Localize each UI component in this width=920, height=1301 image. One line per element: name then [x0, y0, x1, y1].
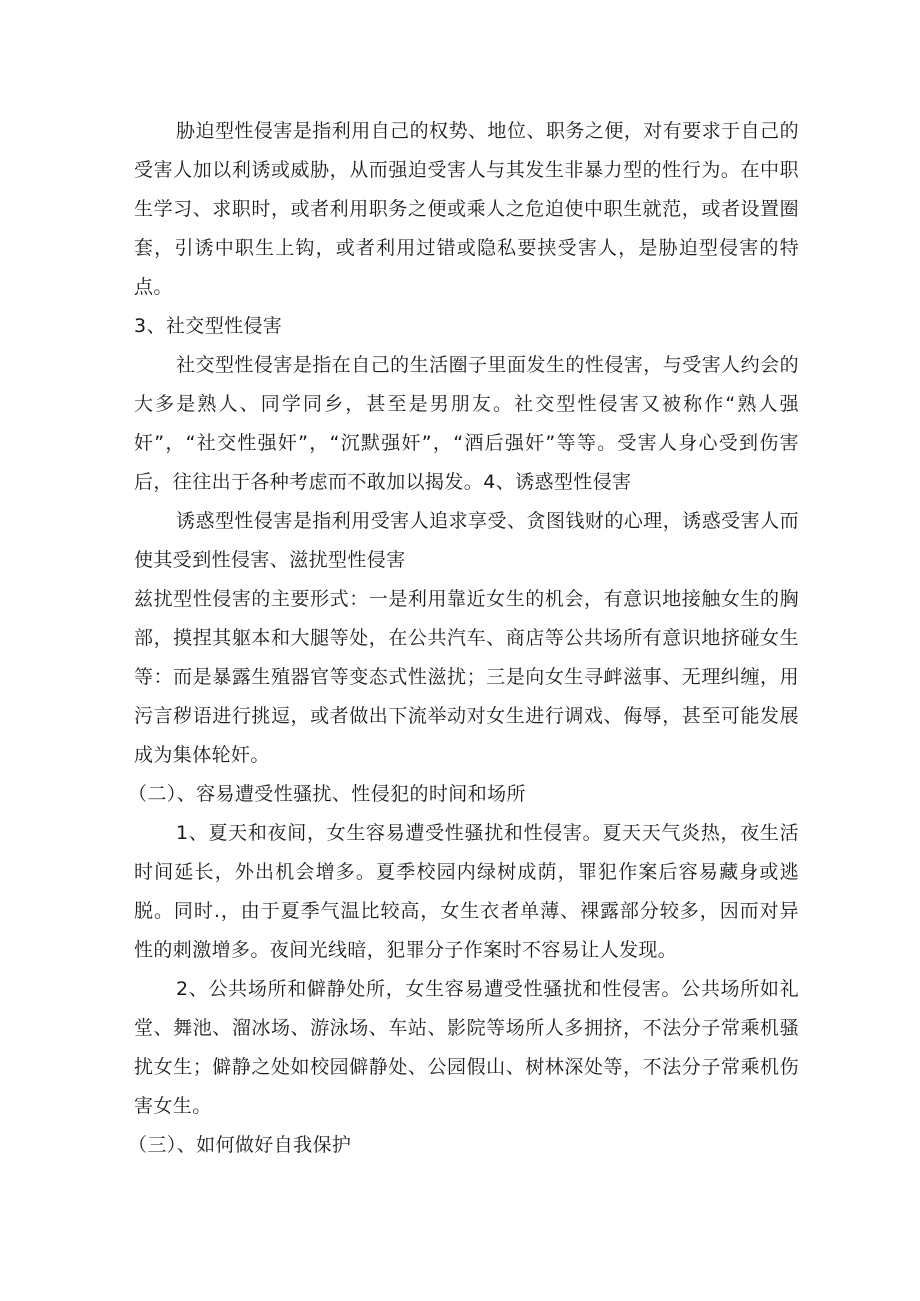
document-body [128, 112, 799, 1165]
section-heading-time-and-place: （二）、容易遭受性骚扰、性侵犯的时间和场所 [128, 783, 526, 805]
heading-social-assault: 3、社交型性侵害 [134, 315, 283, 337]
paragraph-coercive-assault: 胁迫型性侵害是指利用自己的权势、地位、职务之便，对有要求于自己的受害人加以利诱或威胁，从而强迫受害人与其发生非暴力型的性行为。在中职生学习、求职时，或者利用职务之便或乘人之危迫使中职生就范，或者设置圈套，引诱中职生上钩，或者利用过错或隐私要挟受害人，是胁迫型侵害的特点。 [134, 120, 799, 298]
paragraph-summer-night: 1、夏天和夜间，女生容易遭受性骚扰和性侵害。夏天天气炎热，夜生活时间延长，外出机会增多。夏季校园内绿树成荫，罪犯作案后容易藏身或逃脱。同时.，由于夏季气温比较高，女生衣者单薄、裸露部分较多，因而对异性的刺激增多。夜间光线暗，犯罪分子作案时不容易让人发现。 [134, 822, 799, 961]
paragraph-harassment-forms: 兹扰型性侵害的主要形式：一是利用靠近女生的机会，有意识地接触女生的胸部，摸捏其躯本和大腿等处，在公共汽车、商店等公共场所有意识地挤碰女生等：而是暴露生殖器官等变态式性滋扰；三是向女生寻衅滋事、无理纠缠，用污言秽语进行挑逗，或者做出下流举动对女生进行调戏、侮辱，甚至可能发展成为集体轮奸。 [134, 588, 799, 766]
paragraph-public-secluded-places: 2、公共场所和僻静处所，女生容易遭受性骚扰和性侵害。公共场所如礼堂、舞池、溜冰场、游泳场、车站、影院等场所人多拥挤，不法分子常乘机骚扰女生；僻静之处如校园僻静处、公园假山、树林深处等，不法分子常乘机伤害女生。 [134, 978, 799, 1117]
paragraph-enticement-assault: 诱惑型性侵害是指利用受害人追求享受、贪图钱财的心理，诱惑受害人而使其受到性侵害、滋扰型性侵害 [134, 510, 799, 571]
paragraph-social-assault: 社交型性侵害是指在自己的生活圈子里面发生的性侵害，与受害人约会的大多是熟人、同学同乡，甚至是男朋友。社交型性侵害又被称作“熟人强奸”，“社交性强奸”，“沉默强奸”，“酒后强奸”等等。受害人身心受到伤害后，往往出于各种考虑而不敢加以揭发。4、诱惑型性侵害 [134, 354, 799, 493]
section-heading-self-protection: （三）、如何做好自我保护 [128, 1134, 352, 1156]
